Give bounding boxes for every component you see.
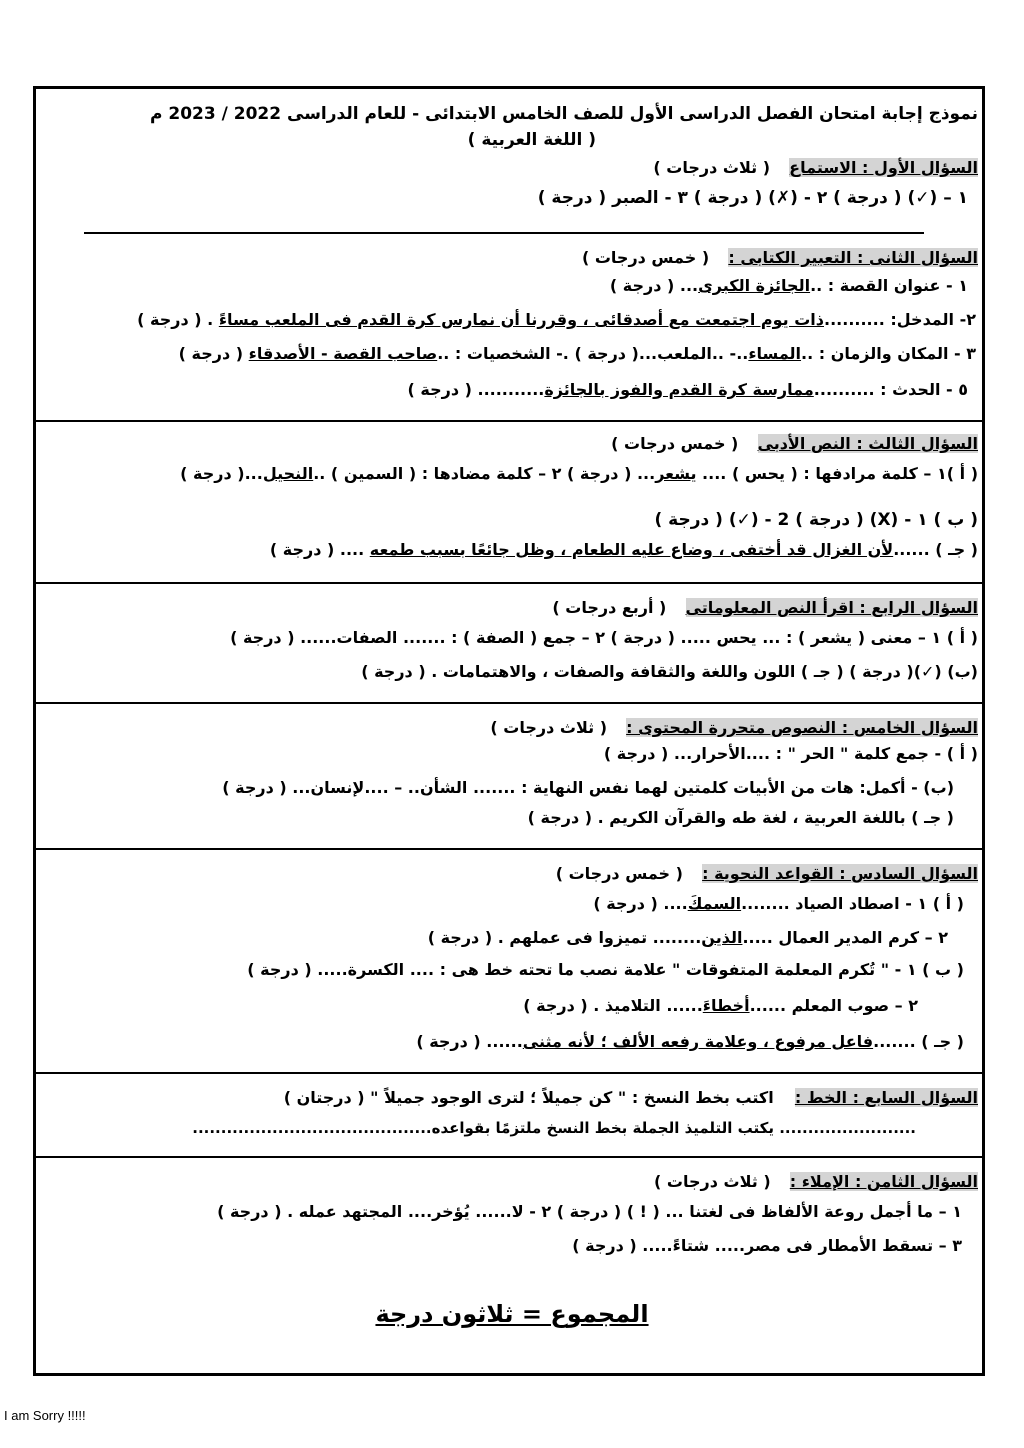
q2-l3-middle: ..- ..الملعب...( درجة ) .- الشخصيات : .. bbox=[437, 344, 749, 363]
q3-line-b: ( ب ) ١ - (X) ( درجة ) 2 - (✓) ( درجة ) bbox=[654, 510, 978, 530]
q2-l5-mark: ........... ( درجة ) bbox=[407, 380, 545, 399]
q2-line-2 bbox=[137, 308, 976, 332]
q6-l5-mark: ...... ( درجة ) bbox=[416, 1032, 523, 1051]
q2-l5-answer: ممارسة كرة القدم والفوز بالجائزة bbox=[544, 380, 814, 399]
q3-a-middle: ... ( درجة ) ٢ – كلمة مضادها : ( السمين ) .. bbox=[313, 464, 656, 483]
q2-l5-prompt: ٥ - الحدث : .......... bbox=[813, 380, 968, 399]
divider bbox=[36, 582, 982, 584]
q5-label: السؤال الخامس : النصوص متحررة المحتوى : bbox=[626, 718, 978, 737]
q3-a-answer-synonym: يشعر bbox=[655, 464, 697, 483]
exam-title: نموذج إجابة امتحان الفصل الدراسى الأول للصف الخامس الابتدائى - للعام الدراسى 2022 / 2023 م bbox=[150, 104, 978, 124]
q2-l1-mark: ... ( درجة ) bbox=[609, 276, 699, 295]
q7-heading bbox=[284, 1086, 978, 1110]
q6-l1-mark: .... ( درجة ) bbox=[593, 894, 688, 913]
q1-label: السؤال الأول : الاستماع bbox=[789, 158, 978, 177]
q6-l1-answer: السمكَ bbox=[687, 894, 742, 913]
q3-line-c bbox=[270, 538, 978, 562]
q3-c-answer: لأن الغزال قد أختفى ، وضاع عليه الطعام ، وظل جائعًا بسبب طمعه bbox=[369, 540, 894, 559]
q4-line-b: (ب) (✓)( درجة ) ( جـ ) اللون واللغة والثقافة والصفات ، والاهتمامات . ( درجة ) bbox=[361, 662, 978, 681]
q8-line-3: ٣ – تسقط الأمطار فى مصر..... شتاءً..... ( درجة ) bbox=[572, 1236, 962, 1255]
q6-line-1 bbox=[593, 892, 964, 916]
q7-instruction: اكتب بخط النسخ : " كن جميلاً ؛ لترى الوجود جميلاً " ( درجتان ) bbox=[283, 1088, 774, 1107]
divider bbox=[36, 1156, 982, 1158]
q2-line-5 bbox=[408, 378, 969, 402]
q7-label: السؤال السابع : الخط : bbox=[794, 1088, 978, 1107]
q6-line-4 bbox=[523, 994, 918, 1018]
subject-title: ( اللغة العربية ) bbox=[467, 130, 596, 150]
q3-c-mark: .... ( درجة ) bbox=[269, 540, 370, 559]
q2-heading bbox=[582, 246, 978, 270]
divider bbox=[36, 848, 982, 850]
q4-marks: ( أربع درجات ) bbox=[552, 598, 667, 617]
q2-l1-prompt: ١ - عنوان القصة : .. bbox=[810, 276, 968, 295]
q3-a-answer-antonym: النحيل bbox=[262, 464, 314, 483]
q6-line-5 bbox=[416, 1030, 964, 1054]
q2-l2-answer: ذات يوم اجتمعت مع أصدقائى ، وقررنا أن نمارس كرة القدم فى الملعب مساءً bbox=[218, 310, 824, 329]
q6-l2-answer: الذين bbox=[701, 928, 743, 947]
q5-heading bbox=[490, 716, 978, 740]
q2-l3-prompt: ٣ - المكان والزمان : .. bbox=[801, 344, 976, 363]
q2-l3-mark: ( درجة ) bbox=[178, 344, 249, 363]
q3-line-a bbox=[180, 462, 978, 486]
q3-heading bbox=[611, 432, 978, 456]
q2-l3-answer-characters: صاحب القصة - الأصدقاء bbox=[248, 344, 438, 363]
divider bbox=[36, 420, 982, 422]
q2-l1-answer: الجائزة الكبرى bbox=[698, 276, 811, 295]
q6-heading bbox=[556, 862, 978, 886]
q4-label: السؤال الرابع : اقرأ النص المعلوماتى bbox=[685, 598, 978, 617]
q8-line-1: ١ – ما أجمل روعة الألفاظ فى لغتنا ... ( ! ) ( درجة ) ٢ - لا...... يُؤخر.... المجتهد عمله . ( درجة ) bbox=[217, 1202, 962, 1221]
q5-line-b: (ب) - أكمل: هات من الأبيات كلمتين لهما نفس النهاية : ....... الشأن.. – ....لإنسان... ( درجة ) bbox=[222, 778, 954, 797]
q5-line-c: ( جـ ) باللغة العربية ، لغة طه والقرآن الكريم . ( درجة ) bbox=[527, 808, 954, 827]
q6-l4-prompt: ٢ – صوب المعلم ...... bbox=[749, 996, 918, 1015]
q2-label: السؤال الثانى : التعبير الكتابى : bbox=[728, 248, 978, 267]
q7-answer-note: ........................ يكتب التلميذ الجملة بخط النسخ ملتزمًا بقواعده.......................................... bbox=[192, 1119, 916, 1137]
q5-line-a: ( أ ) - جمع كلمة " الحر " : ....الأحرار... ( درجة ) bbox=[603, 744, 978, 763]
q6-l4-mark: ...... التلاميذ . ( درجة ) bbox=[523, 996, 703, 1015]
q6-label: السؤال السادس : القواعد النحوية : bbox=[702, 864, 978, 883]
q4-line-a: ( أ ) ١ – معنى ( يشعر ) : ... يحس ..... ( درجة ) ٢ – جمع ( الصفة ) : ....... الصفات...... ( درجة ) bbox=[230, 628, 978, 647]
q2-line-3 bbox=[179, 342, 976, 366]
q8-marks: ( ثلاث درجات ) bbox=[654, 1172, 771, 1191]
q8-heading bbox=[654, 1170, 978, 1194]
footer-note: I am Sorry !!!!! bbox=[4, 1408, 86, 1423]
q3-a-mark: ...( درجة ) bbox=[180, 464, 263, 483]
q1-answers: ١ – (✓) ( درجة ) ٢ - (✗) ( درجة ) ٣ - الصبر ( درجة ) bbox=[537, 188, 968, 208]
q6-l4-answer: أخطاءَ bbox=[702, 996, 750, 1015]
q2-l2-prompt: ٢- المدخل: .......... bbox=[824, 310, 976, 329]
q6-marks: ( خمس درجات ) bbox=[555, 864, 683, 883]
q3-marks: ( خمس درجات ) bbox=[611, 434, 739, 453]
q6-l1-prompt: ( أ ) ١ - اصطاد الصياد ........ bbox=[741, 894, 964, 913]
q2-l2-mark: . ( درجة ) bbox=[137, 310, 219, 329]
divider bbox=[36, 702, 982, 704]
q5-marks: ( ثلاث درجات ) bbox=[490, 718, 607, 737]
q1-heading bbox=[653, 156, 978, 180]
q6-l5-prompt: ( جـ ) ....... bbox=[873, 1032, 964, 1051]
q4-heading bbox=[552, 596, 978, 620]
q2-l3-answer-time: المساء bbox=[748, 344, 802, 363]
q6-line-3: ( ب ) ١ - " تُكرم المعلمة المتفوقات " علامة نصب ما تحته خط هى : .... الكسرة..... ( درجة ) bbox=[247, 960, 964, 979]
q3-c-prompt: ( جـ ) ...... bbox=[893, 540, 978, 559]
total-score: المجموع = ثلاثون درجة bbox=[375, 1300, 649, 1328]
divider bbox=[36, 1072, 982, 1074]
q8-label: السؤال الثامن : الإملاء : bbox=[789, 1172, 978, 1191]
q1-marks: ( ثلاث درجات ) bbox=[653, 158, 770, 177]
q6-l5-answer: فاعل مرفوع ، وعلامة رفعه الألف ؛ لأنه مثنى bbox=[522, 1032, 874, 1051]
q2-marks: ( خمس درجات ) bbox=[581, 248, 710, 267]
q6-l2-mark: ........ تميزوا فى عملهم . ( درجة ) bbox=[427, 928, 702, 947]
q3-label: السؤال الثالث : النص الأدبى bbox=[757, 434, 978, 453]
divider bbox=[84, 232, 924, 234]
q6-l2-prompt: ٢ – كرم المدير العمال ..... bbox=[742, 928, 948, 947]
q3-a-prompt: ( أ )١ – كلمة مرادفها : ( يحس ) .... bbox=[696, 464, 978, 483]
q6-line-2 bbox=[428, 926, 948, 950]
q2-line-1 bbox=[610, 274, 968, 298]
